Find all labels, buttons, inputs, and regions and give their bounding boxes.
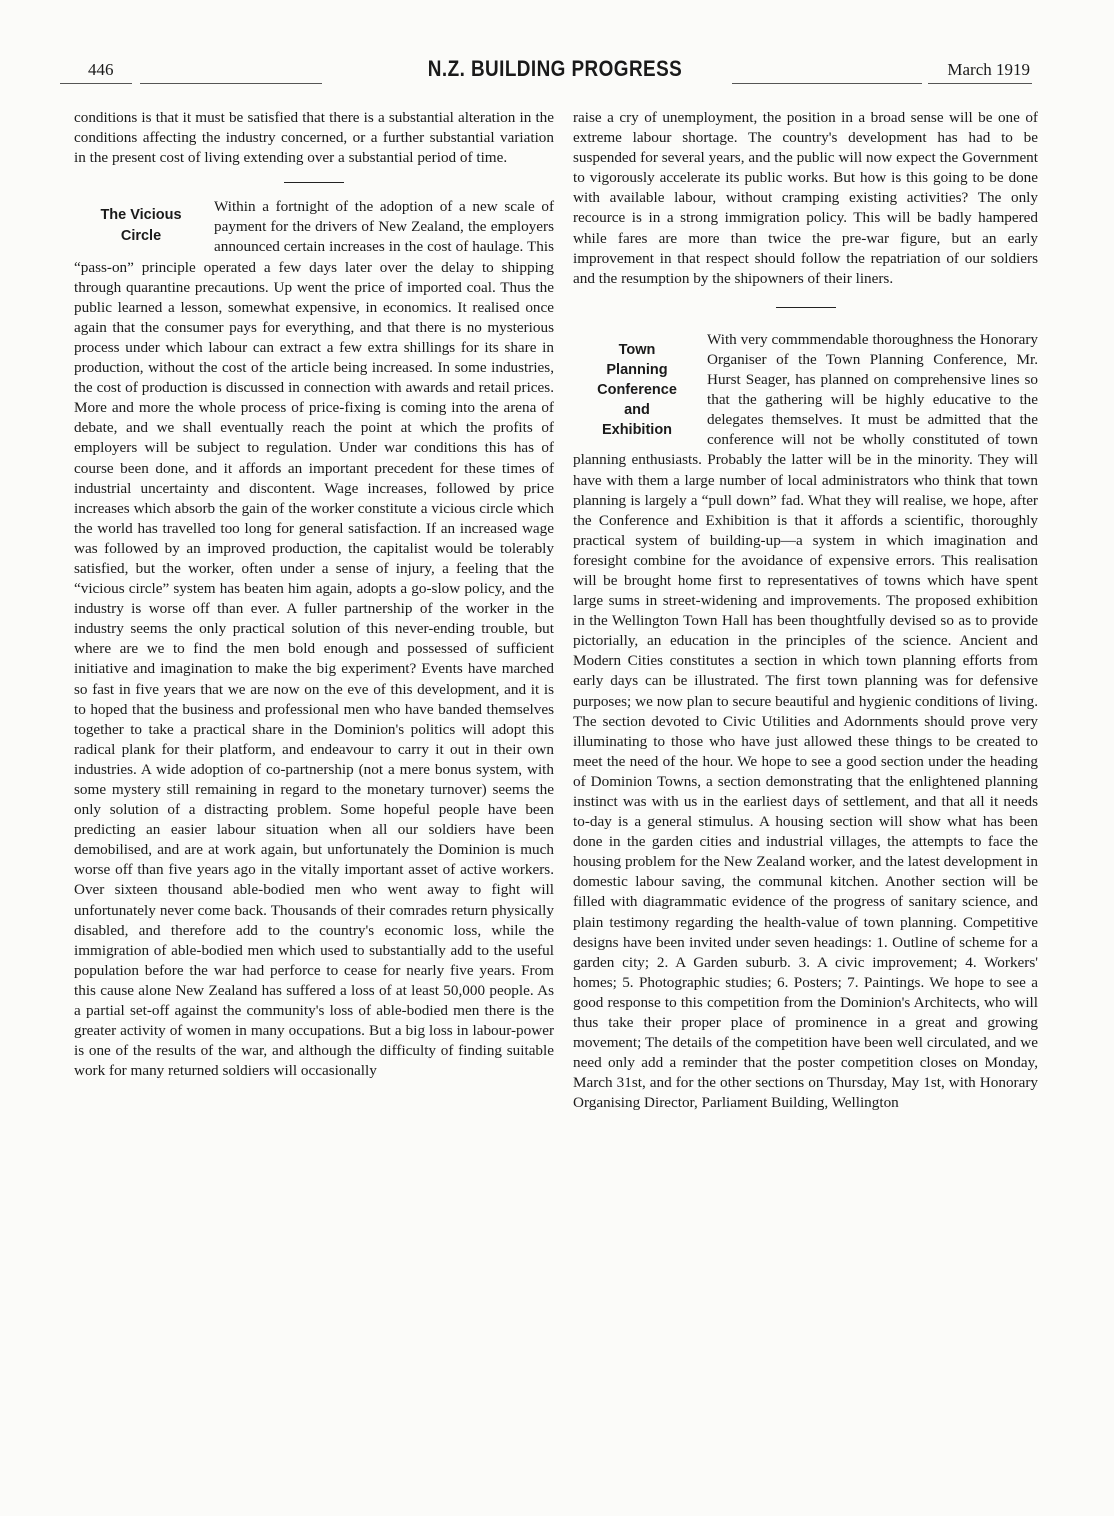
town-planning-heading (573, 330, 701, 440)
header-rule-right-inner (732, 83, 922, 84)
heading-line: Conference (597, 381, 677, 398)
header-rule-left (60, 83, 132, 84)
continuation-paragraph: raise a cry of unemployment, the position in a broad sense will be one of extreme labour shortage. The country's development has had to be suspended for several years, and the public will now expect the Government to vigorously accelerate its public works. But how is this going to be done with available labour, without cramping existing activities? The only recource is in a strong immigration policy. This will be badly hampered while fares are more than twice the pre-war figure, but an early improvement in that respect should follow the repatriation of our soldiers and the resumption by the shipowners of their liners. (573, 109, 1038, 287)
town-planning-article (573, 330, 1038, 1114)
town-planning-body: With very commmendable thoroughness the Honorary Organiser of the Town Planning Conference, Mr. Hurst Seager, has planned on comprehensive lines so that the gathering will be highly educative to the delegates themselves. It must be admitted that the conference will not be wholly constituted of town planning enthusiasts. Probably the latter will be in the minority. They will have with them a large number of local administrators who think that town planning is largely a “pull down” fad. What they will realise, we hope, after the Conference and Exhibition is that it affords a scientific, thoroughly practical system of building-up—a system in which imagination and foresight combine for the avoidance of expensive errors. This realisation will be brought home first to representatives of towns which have spent large sums in street-widening and improvements. The proposed exhibition in the Wellington Town Hall has been thoughtfully devised so as to provide pictorially, an education in the principles of the science. Ancient and Modern Cities constitutes a section in which town planning efforts from early days can be illustrated. The first town planning was for defensive purposes; we now plan to secure beautiful and hygienic conditions of living. The section devoted to Civic Utilities and Adornments should prove very illuminating to those who have just allowed these things to be created to meet the need of the hour. We hope to see a good section under the heading of Dominion Towns, a section demonstrating that the enlightened planning instinct was with us in the earliest days of settlement, and that all it needs to-day is a general stimulus. A housing section will show what has been done in the garden cities and industrial villages, the attempts to face the housing problem for the New Zealand worker, and the latest development in domestic labour saving, the communal kitchen. Another section will be filled with diagrammatic evidence of the progress of sanitary science, and plain testimony regarding the health-value of town planning. Competitive designs have been invited under seven headings: 1. Outline of scheme for a garden city; 2. A Garden suburb. 3. A civic improvement; 4. Workers' homes; 5. Photographic studies; 6. Posters; 7. Paintings. We hope to see a good response to this competition from the Dominion's Architects, who will thus take their proper place of prominence in a great and growing movement; The details of the competition have been well circulated, and we need only add a reminder that the poster competition closes on Monday, March 31st, and for the other sections on Thursday, May 1st, with Honorary Organising Director, Parliament Building, Wellington (573, 330, 1038, 1112)
header-rule-right (928, 83, 1032, 84)
header-rule-left-inner (140, 83, 322, 84)
section-divider (284, 182, 344, 183)
heading-line: Circle (120, 228, 162, 245)
heading-line: The Vicious (100, 207, 182, 224)
right-column (573, 108, 1038, 1114)
left-column (74, 108, 554, 1081)
vicious-circle-heading (74, 197, 208, 247)
heading-line: Exhibition (601, 421, 673, 438)
heading-line: Town (618, 341, 656, 358)
heading-line: Planning (606, 361, 668, 378)
page-header (60, 56, 1050, 90)
issue-date: March 1919 (947, 60, 1030, 79)
vicious-circle-article (74, 197, 554, 1081)
vicious-circle-body: Within a fortnight of the adoption of a new scale of payment for the drivers of New Zealand, the employers announced certain increases in the cost of haulage. This “pass-on” principle operated a few days later over the delay to shipping through quarantine precautions. Up went the price of imported coal. Thus the public learned a lesson, somewhat expensive, in economics. It realised once again that the consumer pays for everything, and that there is no mysterious process under which labour can extract a few extra shillings for its share in production, without the cost of the article being increased. In some industries, the cost of production is discussed in connection with awards and retail prices. More and more the whole process of price-fixing is coming into the arena of debate, and we shall eventually reach the point at which the profits of employers will be subject to regulation. Under war conditions this has of course been done, and it affords an important precedent for these times of industrial uncertainty and discontent. Wage increases, followed by price increases which absorb the gain of the worker constitute a vicious circle which the world has travelled too long for general satisfaction. If an increased wage was followed by an improved production, the capitalist would be tolerably satisfied, but the worker, often under a sense of injury, a feeling that the “vicious circle” system has beaten him again, adopts a go-slow policy, and the industry is worse off than ever. A fuller partnership of the worker in the industry seems the only practical solution of this never-ending trouble, but where are we to find the men bold enough and possessed of sufficient initiative and imagination to make the big experiment? Events have marched so fast in five years that we are now on the eve of this development, and it is to hoped that the business and professional men who have banded themselves together to take a practical share in the Dominion's politics will adopt this radical plank for their platform, and endeavour to carry it out in their own industries. A wide adoption of co-partnership (not a mere bonus system, with some mystery still remaining in regard to the monetary turnover) seems the only solution of a distracting problem. Some hopeful people have been predicting an easier labour situation when all our soldiers have been demobilised, and are at work again, but unfortunately the Dominion is much worse off than five years ago in the vitally important asset of active workers. Over sixteen thousand able-bodied men who went away to fight will unfortunately never come back. Thousands of their comrades return physically disabled, and therefore add to the country's economic loss, while the immigration of able-bodied men which used to substantially add to the useful population before the war had perforce to cease for nearly five years. From this cause alone New Zealand has suffered a loss of at least 50,000 people. As a partial set-off against the community's loss of able-bodied men there is the greater activity of women in many occupations. But a big loss in labour-power is one of the results of the war, and although the difficulty of finding suitable work for many returned soldiers will occasionally (74, 198, 554, 1080)
section-divider (776, 307, 836, 308)
opening-paragraph: conditions is that it must be satisfied that there is a substantial alteration in the conditions affecting the industry concerned, or a further substantial variation in the present cost of living extending over a substantial period of time. (74, 109, 554, 167)
publication-title: N.Z. BUILDING PROGRESS (427, 56, 683, 81)
heading-line: and (624, 401, 650, 418)
page-number: 446 (88, 60, 114, 79)
